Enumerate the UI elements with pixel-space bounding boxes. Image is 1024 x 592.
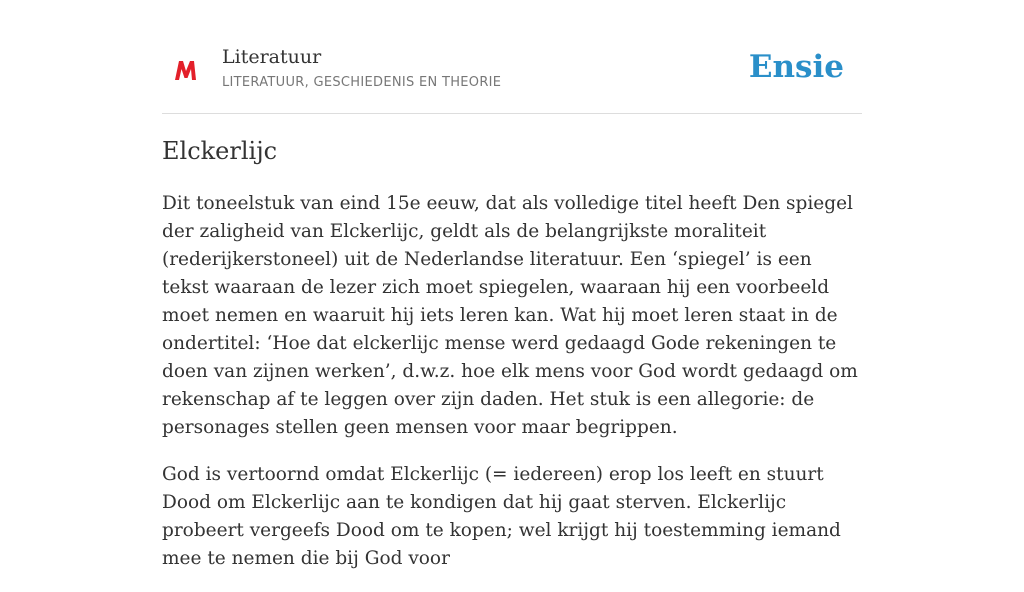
category-subtitle[interactable]: LITERATUUR, GESCHIEDENIS EN THEORIE [222, 75, 502, 90]
paragraph: God is vertoornd omdat Elckerlijc (= iedereen) erop los leeft en stuurt Dood om Elckerlijc aan te kondigen dat hij gaat sterven. Elckerlijc probeert vergeefs Dood om te kopen; wel krijgt hij toestemming iemand mee te nemen die bij God voor [162, 464, 841, 569]
article-title: Elckerlijc [162, 137, 278, 165]
category-title[interactable]: Literatuur [222, 46, 322, 68]
brand-logo[interactable]: Ensie [748, 49, 844, 85]
m-logo-icon[interactable] [172, 56, 200, 84]
article-body [162, 190, 862, 592]
paragraph: Dit toneelstuk van eind 15e eeuw, dat als volledige titel heeft Den spiegel der zaligheid van Elckerlijc, geldt als de belangrijkste moraliteit (rederijkerstoneel) uit de Nederlandse literatuur. Een ‘spiegel’ is een tekst waaraan de lezer zich moet spiegelen, waaraan hij een voorbeeld moet nemen en waaruit hij iets leren kan. Wat hij moet leren staat in de ondertitel: ‘Hoe dat elckerlijc mense werd gedaagd Gode rekeningen te doen van zijnen werken’, d.w.z. hoe elk mens voor God wordt gedaagd om rekenschap af te leggen over zijn daden. Het stuk is een allegorie: de personages stellen geen mensen voor maar begrippen. [162, 193, 858, 438]
page-container [162, 0, 862, 569]
header [162, 0, 862, 114]
